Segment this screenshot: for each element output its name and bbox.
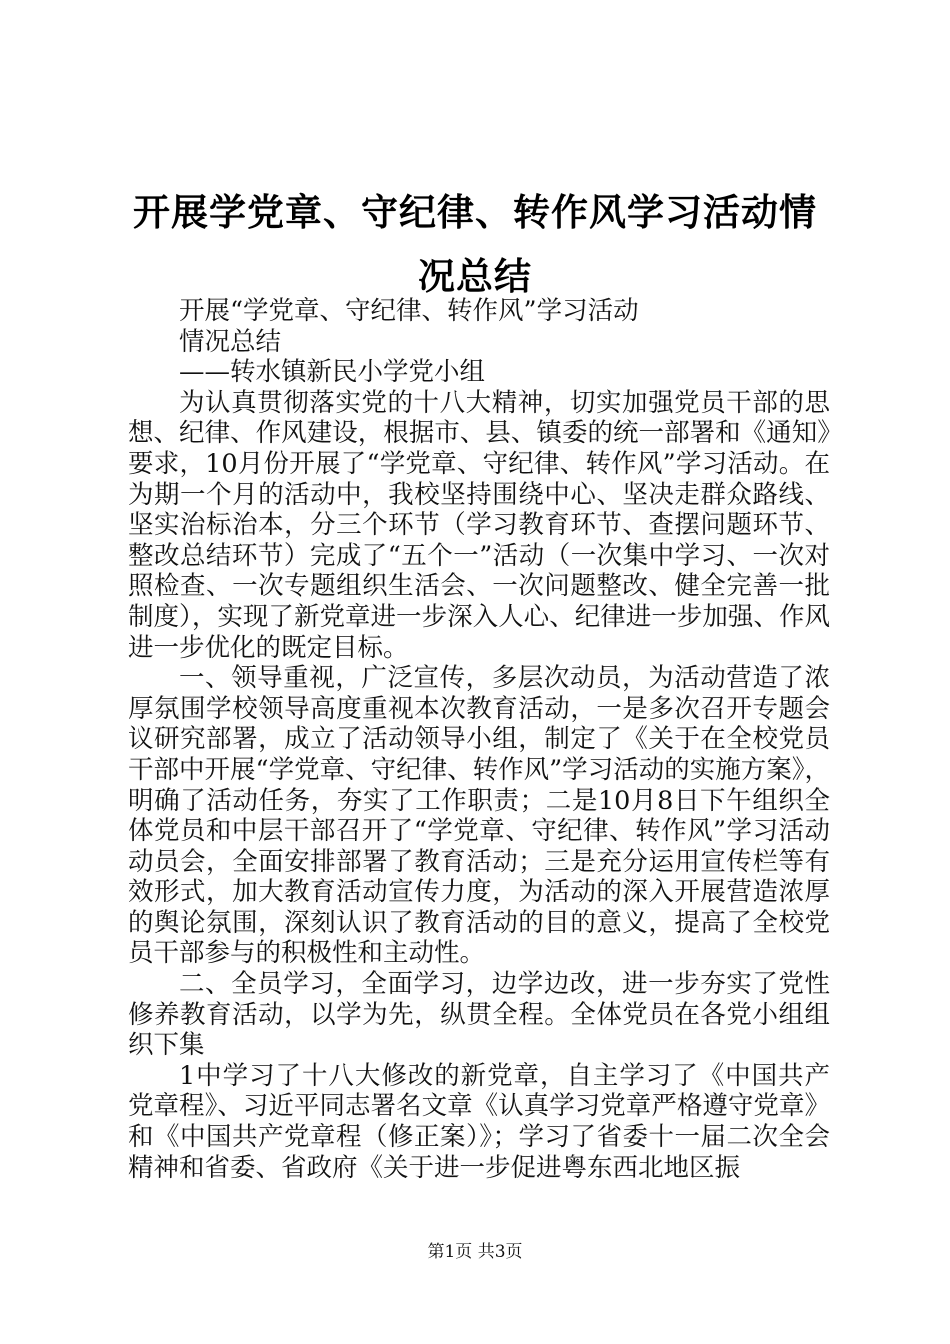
author-line: ——转水镇新民小学党小组 [179,357,486,388]
paragraph-intro: 为认真贯彻落实党的十八大精神，切实加强党员干部的思想、纪律、作风建设，根据市、县、镇委的统一部署和《通知》要求，10月份开展了“学党章、守纪律、转作风”学习活动。在为期一个月的活动中，我校坚持围绕中心、坚决走群众路线、坚实治标治本，分三个环节（学习教育环节、查摆问题环节、整改总结环节）完成了“五个一”活动（一次集中学习、一次对照检查、一次专题组织生活会、一次问题整改、健全完善一批制度），实现了新党章进一步深入人心、纪律进一步加强、作风进一步优化的既定目标。 [128,387,830,663]
document-body [128,296,830,1183]
page-footer: 第1页 共3页 [427,1242,523,1262]
subtitle-line-2: 情况总结 [179,326,282,357]
paragraph-study-content: 1中学习了十八大修改的新党章，自主学习了《中国共产党章程》、习近平同志署名文章《认真学习党章严格遵守党章》和《中国共产党章程（修正案）》；学习了省委十一届二次全会精神和省委、省政府《关于进一步促进粤东西北地区振 [128,1060,830,1183]
document-title: 开展学党章、守纪律、转作风学习活动情况总结 [133,190,817,298]
paragraph-section-one: 一、领导重视，广泛宣传，多层次动员，为活动营造了浓厚氛围学校领导高度重视本次教育活动，一是多次召开专题会议研究部署，成立了活动领导小组，制定了《关于在全校党员干部中开展“学党章、守纪律、转作风”学习活动的实施方案》，明确了活动任务，夯实了工作职责；二是10月8日下午组织全体党员和中层干部召开了“学党章、守纪律、转作风”学习活动动员会，全面安排部署了教育活动；三是充分运用宣传栏等有效形式，加大教育活动宣传力度，为活动的深入开展营造浓厚的舆论氛围，深刻认识了教育活动的目的意义，提高了全校党员干部参与的积极性和主动性。 [128,663,830,969]
paragraph-section-two: 二、全员学习，全面学习，边学边改，进一步夯实了党性修养教育活动，以学为先，纵贯全程。全体党员在各党小组组织下集 [128,969,830,1061]
subtitle-line-1: 开展“学党章、守纪律、转作风”学习活动 [179,296,639,326]
